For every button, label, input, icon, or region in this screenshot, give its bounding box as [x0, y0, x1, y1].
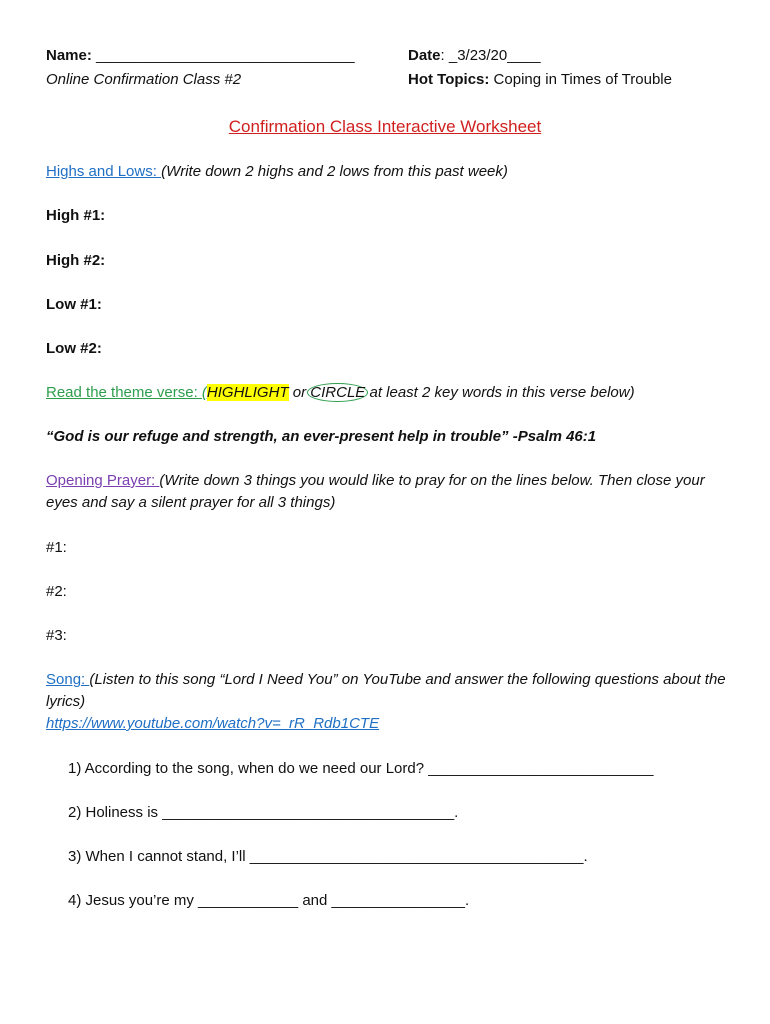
- theme-verse-instruction-rest: at least 2 key words in this verse below): [365, 384, 635, 401]
- circle-word: CIRCLE: [307, 383, 368, 402]
- opening-prayer-instruction: (Write down 3 things you would like to pray for on the lines below. Then close your eyes and say a silent prayer for all 3 things): [46, 472, 705, 511]
- opening-prayer-label: Opening Prayer:: [46, 472, 160, 489]
- song-url-link[interactable]: https://www.youtube.com/watch?v=_rR_Rdb1CTE: [46, 715, 380, 732]
- highs-lows-instruction: (Write down 2 highs and 2 lows from this past week): [161, 163, 508, 180]
- low-1-label: Low #1:: [46, 296, 102, 313]
- topics-value: Coping in Times of Trouble: [489, 71, 672, 88]
- prayer-item-2: #2:: [46, 583, 67, 600]
- song-question-4: 4) Jesus you’re my ____________ and ________________.: [68, 892, 470, 909]
- song-instruction: (Listen to this song “Lord I Need You” on YouTube and answer the following questions about the lyrics): [46, 671, 726, 710]
- opening-prayer-heading: [46, 470, 726, 514]
- theme-verse-heading: [46, 384, 635, 402]
- highs-lows-heading: [46, 163, 508, 181]
- name-line: [46, 47, 355, 65]
- prayer-item-3: #3:: [46, 627, 67, 644]
- name-label: Name:: [46, 47, 92, 64]
- date-label: Date: [408, 47, 441, 64]
- theme-verse-text: “God is our refuge and strength, an ever-present help in trouble” -Psalm 46:1: [46, 428, 597, 445]
- song-question-1: 1) According to the song, when do we need our Lord? ___________________________: [68, 760, 654, 777]
- song-question-3: 3) When I cannot stand, I’ll ________________________________________.: [68, 848, 588, 865]
- or-word: or: [288, 384, 311, 401]
- highs-lows-label: Highs and Lows:: [46, 163, 162, 180]
- high-2-label: High #2:: [46, 252, 106, 269]
- theme-verse-open-paren: (: [201, 384, 207, 401]
- high-1-label: High #1:: [46, 207, 106, 224]
- topics-label: Hot Topics:: [408, 71, 490, 88]
- song-heading: [46, 669, 726, 713]
- page-title: Confirmation Class Interactive Worksheet: [228, 117, 542, 136]
- class-name: Online Confirmation Class #2: [46, 71, 242, 88]
- date-line: [408, 47, 541, 65]
- song-question-2: 2) Holiness is ___________________________________.: [68, 804, 459, 821]
- topics-line: [408, 71, 672, 89]
- low-2-label: Low #2:: [46, 340, 102, 357]
- name-blank: _______________________________: [96, 47, 355, 64]
- prayer-item-1: #1:: [46, 539, 67, 556]
- song-label: Song:: [46, 671, 90, 688]
- highlight-word: HIGHLIGHT: [206, 384, 289, 401]
- date-value: : _3/23/20____: [440, 47, 541, 64]
- theme-verse-label: Read the theme verse:: [46, 384, 202, 401]
